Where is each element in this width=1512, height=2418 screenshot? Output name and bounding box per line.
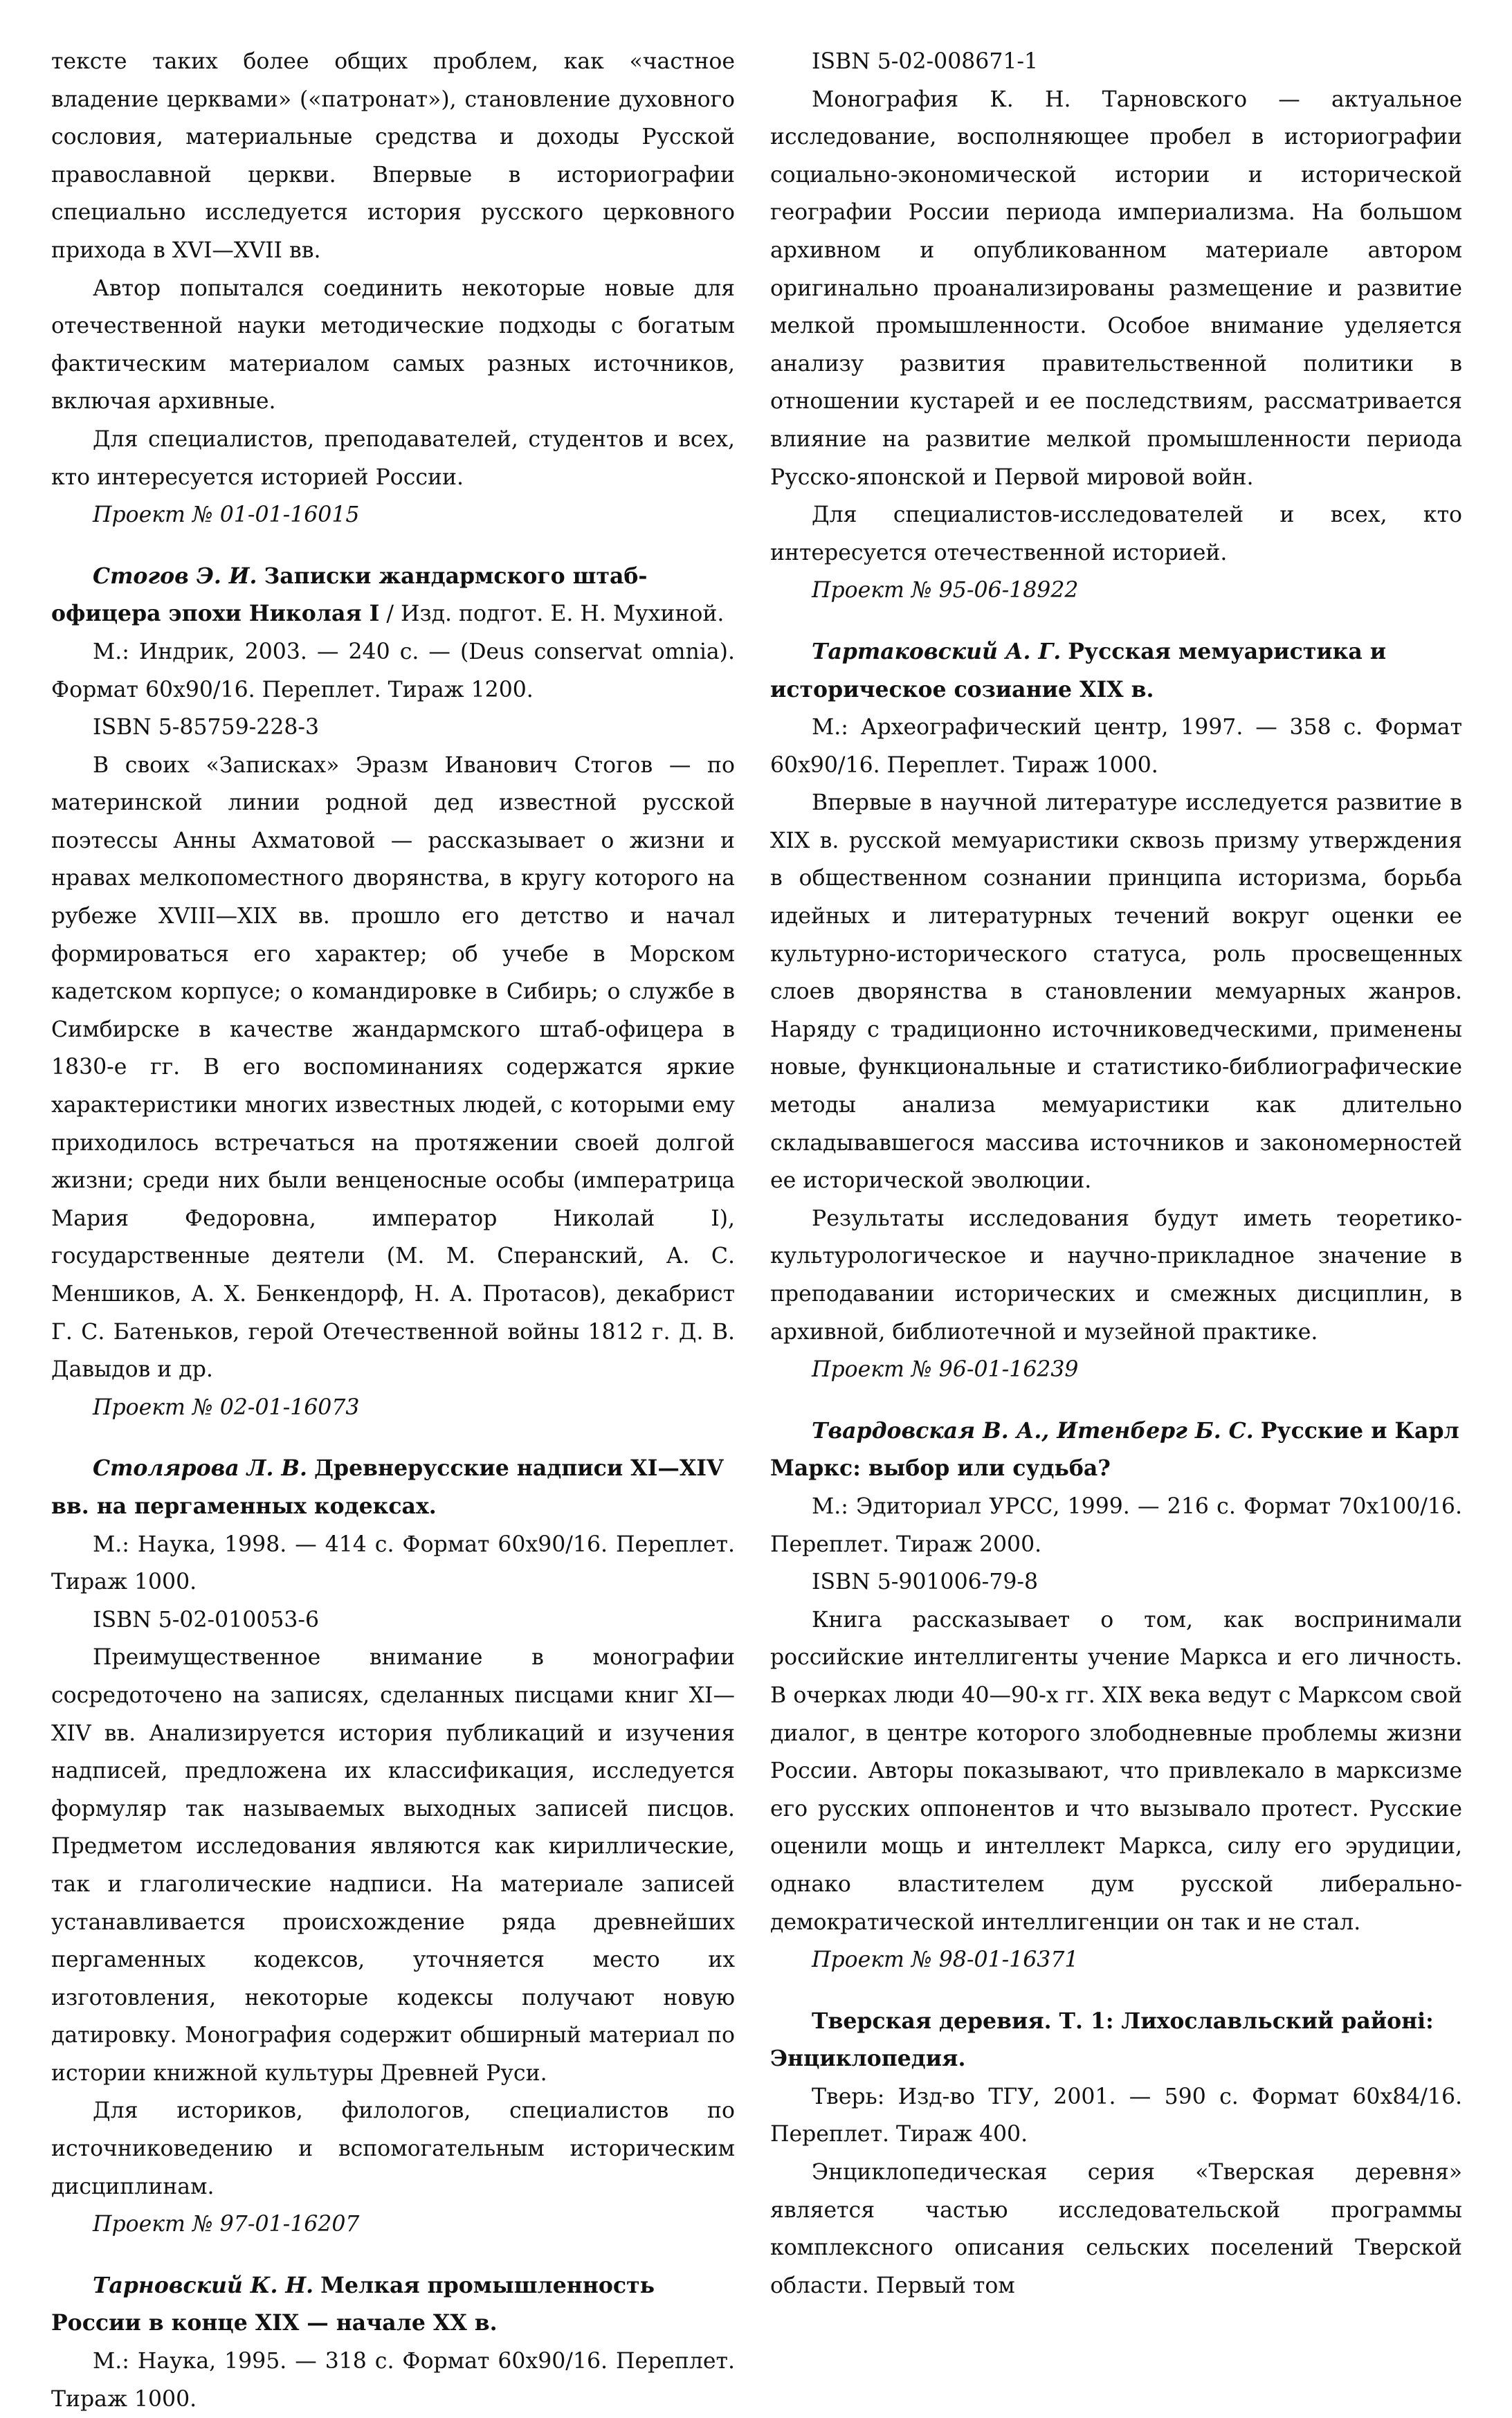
entry-description: В своих «Записках» Эразм Иванович Стогов — по материнской линии родной дед известной русской поэтессы Анны Ахматовой — рассказывает о жизни и нравах мелкопоместного дворянства, в кругу которого на рубеже XVIII—XIX вв. прошло его детство и начал формироваться его характер; об учебе в Морском кадетском корпусе; о командировке в Сибирь; о службе в Симбирске в качестве жандармского штаб-офицера в 1830-е гг. В его воспоминаниях содержатся яркие характеристики многих известных людей, с которыми ему приходилось встречаться на протяжении своей долгой жизни; среди них были венценосные особы (императрица Мария Федоровна, император Николай I), государственные деятели (М. М. Сперанский, А. С. Меншиков, А. Х. Бенкендорф, Н. А. Протасов), декабрист Г. С. Батеньков, герой Отечественной войны 1812 г. Д. В. Давыдов и др.	[51, 752, 735, 1383]
entry-title: Тверская деревия. Т. 1: Лихославльский районі: Энциклопедия.	[770, 2008, 1434, 2072]
entry-publication: М.: Индрик, 2003. — 240 с. — (Deus conservat omnia). Формат 60x90/16. Переплет. Тираж 1200.	[51, 639, 735, 702]
entry-heading-stolyarova	[51, 1450, 735, 1525]
entry-title: Древнерусские надписи XI—XIV вв. на пергаменных кодексах.	[51, 1455, 724, 1519]
entry-description: Энциклопедическая серия «Тверская деревня» является частью исследовательской программы комплексного описания сельских поселений Тверской области. Первый том	[770, 2160, 1462, 2298]
entry-project-number: Проект № 02-01-16073	[93, 1394, 360, 1420]
entry-author: Твардовская В. А., Итенберг Б. С.	[812, 1417, 1254, 1444]
left-column	[51, 43, 735, 2418]
entry-description: Книга рассказывает о том, как воспринимали российские интеллигенты учение Маркса и его личность. В очерках люди 40—90-х гг. XIX века ведут с Марксом свой диалог, в центре которого злободневные проблемы жизни России. Авторы показывают, что привлекало в марксизме его русских оппонентов и что вызывало протест. Русские оценили мощь и интеллект Маркса, силу его эрудиции, однако властителем дум русской либерально-демократической интеллигенции он так и не стал.	[770, 1607, 1462, 1935]
entry-audience: Для историков, филологов, специалистов по источниковедению и вспомогательным историческим дисциплинам.	[51, 2098, 735, 2199]
entry-project-number: Проект № 95-06-18922	[812, 578, 1079, 603]
entry-isbn: ISBN 5-85759-228-3	[93, 715, 320, 740]
right-column	[770, 43, 1462, 2305]
entry-author: Стогов Э. И.	[93, 563, 257, 589]
intro-paragraph-2: Автор попытался соединить некоторые новые для отечественной науки методические подходы с богатым фактическим материалом самых разных источников, включая архивные.	[51, 275, 735, 415]
intro-project-number: Проект № 01-01-16015	[93, 502, 360, 528]
entry-author: Тарновский К. Н.	[93, 2272, 314, 2298]
entry-gap	[770, 1979, 1462, 2003]
entry-gap	[770, 1389, 1462, 1412]
entry-results: Результаты исследования будут иметь теоретико-культурологическое и научно-прикладное значение в преподавании исторических и смежных дисциплин, в архивной, библиотечной и музейной практике.	[770, 1206, 1462, 1345]
entry-gap	[770, 610, 1462, 633]
entry-project-number: Проект № 97-01-16207	[93, 2212, 360, 2237]
entry-heading-stogov	[51, 558, 735, 633]
entry-publication: М.: Археографический центр, 1997. — 358 с. Формат 60x90/16. Переплет. Тираж 1000.	[770, 715, 1462, 778]
entry-project-number: Проект № 96-01-16239	[812, 1357, 1079, 1383]
entry-heading-tvardovskaya	[770, 1412, 1462, 1488]
entry-heading-tverskaya	[770, 2003, 1462, 2078]
entry-isbn: ISBN 5-901006-79-8	[812, 1570, 1039, 1595]
entry-isbn: ISBN 5-02-010053-6	[93, 1607, 320, 1633]
entry-gap	[51, 534, 735, 558]
entry-publication: М.: Эдиториал УРСС, 1999. — 216 с. Формат 70x100/16. Переплет. Тираж 2000.	[770, 1493, 1462, 1557]
entry-title: Записки жандармского штаб-офицера эпохи Николая I	[51, 563, 648, 627]
entry-title: Русские и Карл Маркс: выбор или судьба?	[770, 1417, 1459, 1482]
entry-publication: Тверь: Изд-во ТГУ, 2001. — 590 с. Формат 60x84/16. Переплет. Тираж 400.	[770, 2084, 1462, 2147]
entry-project-number: Проект № 98-01-16371	[812, 1947, 1079, 1973]
entry-title: Русская мемуаристика и историческое созиание XIX в.	[770, 638, 1387, 702]
entry-author: Тартаковский А. Г.	[812, 638, 1062, 664]
intro-paragraph-1: тексте таких более общих проблем, как «частное владение церквами» («патронат»), становление духовного сословия, материальные средства и доходы Русской православной церкви. Впервые в историографии специально исследуется история русского церковного прихода в XVI—XVII вв.	[51, 49, 735, 263]
entry-heading-tartakovsky	[770, 633, 1462, 709]
entry-publication: М.: Наука, 1998. — 414 с. Формат 60x90/16. Переплет. Тираж 1000.	[51, 1531, 735, 1595]
entry-isbn: ISBN 5-02-008671-1	[812, 49, 1039, 74]
entry-title: Мелкая промышленность России в конце XIX — начале XX в.	[51, 2272, 655, 2336]
entry-description: Преимущественное внимание в монографии сосредоточено на записях, сделанных писцами книг XI—XIV вв. Анализируется история публикаций и изучения надписей, предложена их классификация, исследуется формуляр так называемых выходных записей писцов. Предметом исследования являются как кириллические, так и глаголические надписи. На материале записей устанавливается происхождение ряда древнейших пергаменных кодексов, уточняется место их изготовления, некоторые кодексы получают новую датировку. Монография содержит обширный материал по истории книжной культуры Древней Руси.	[51, 1645, 735, 2086]
entry-heading-tarnovsky	[51, 2267, 735, 2343]
entry-description: Монография К. Н. Тарновского — актуальное исследование, восполняющее пробел в историографии социально-экономической истории и исторической географии России периода империализма. На большом архивном и опубликованном материале автором оригинально проанализированы размещение и развитие мелкой промышленности. Особое внимание уделяется анализу развития правительственной политики в отношении кустарей и ее последствиям, рассматривается влияние на развитие мелкой промышленности периода Русско-японской и Первой мировой войн.	[770, 87, 1462, 490]
entry-audience: Для специалистов-исследователей и всех, кто интересуется отечественной историей.	[770, 502, 1462, 565]
entry-author: Столярова Л. В.	[93, 1455, 308, 1482]
intro-paragraph-3: Для специалистов, преподавателей, студентов и всех, кто интересуется историей России.	[51, 426, 735, 490]
entry-gap	[51, 2244, 735, 2267]
entry-gap	[51, 1426, 735, 1450]
entry-title-continuation: / Изд. подгот. Е. Н. Мухиной.	[379, 601, 725, 627]
entry-description: Впервые в научной литературе исследуется развитие в XIX в. русской мемуаристики сквозь призму утверждения в общественном сознании принципа историзма, борьба идейных и литературных течений вокруг оценки ее культурно-исторического статуса, роль просвещенных слоев дворянства в становлении мемуарных жанров. Наряду с традиционно источниковедческими, применены новые, функциональные и статистико-библиографические методы анализа мемуаристики как длительно складывавшегося массива источников и закономерностей ее исторической эволюции.	[770, 790, 1462, 1194]
entry-publication: М.: Наука, 1995. — 318 с. Формат 60x90/16. Переплет. Тираж 1000.	[51, 2349, 735, 2412]
